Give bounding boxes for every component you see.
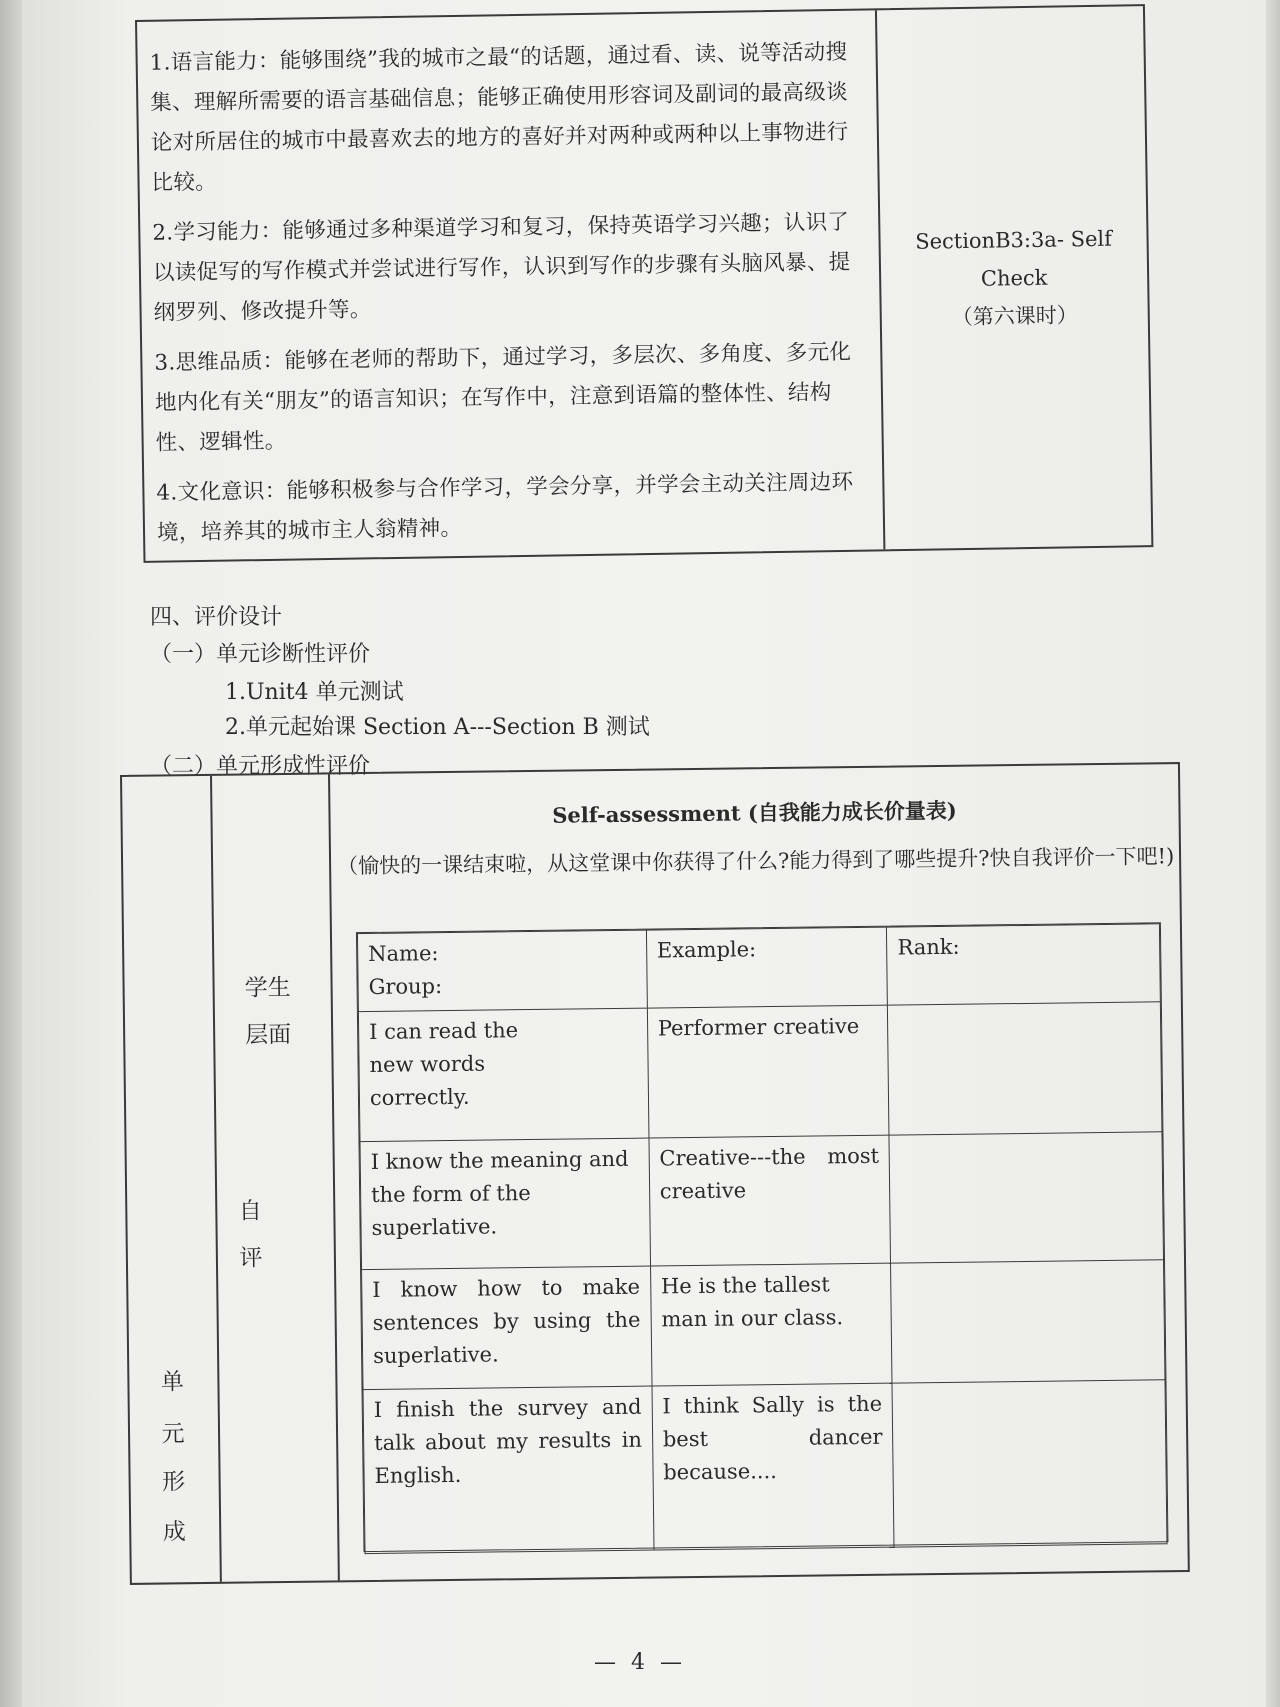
skill-cell: I finish the survey and talk about my results in English. [363,1386,654,1554]
table-row [358,1002,1162,1142]
diagnostic-item-2: 2.单元起始课 Section A---Section B 测试 [225,715,650,740]
evaluate-label: 评 [239,1245,263,1272]
objective-culture: 4.文化意识：能够积极参与合作学习，学会分享，并学会主动关注周边环境，培养其的城市主人翁精神。 [156,469,854,546]
objective-language: 1.语言能力：能够围绕”我的城市之最“的话题，通过看、读、说等活动搜集、理解所需要的语言基础信息；能够正确使用形容词及副词的最高级谈论对所居住的城市中最喜欢去的地方的喜好并对两种或两种以上事物进行比较。 [149,39,849,196]
student-level-column [210,774,340,1581]
skill-cell: I can read the new words correctly. [358,1008,648,1142]
objective-thinking: 3.思维品质：能够在老师的帮助下，通过学习，多层次、多角度、多元化地内化有关“朋友”的语言知识；在写作中，注意到语篇的整体性、结构性、逻辑性。 [154,339,852,456]
self-label: 自 [238,1198,262,1225]
table-row [363,1380,1167,1554]
unit-formative-column [122,776,222,1583]
example-header: Example: [646,927,888,1008]
formative-heading: （二）单元形成性评价 [150,754,371,779]
rank-cell [892,1380,1167,1547]
example-cell: Creative---the most creative [649,1135,891,1266]
objectives-table [135,4,1153,563]
example-cell: I think Sally is the best dancer because.... [652,1383,895,1550]
col1-char-2: 元 [161,1421,185,1448]
name-label: Name: [368,941,439,966]
col1-char-1: 单 [160,1369,185,1396]
self-assessment-grid [356,922,1169,1552]
skill-cell: I know the meaning and the form of the superlative. [360,1138,650,1270]
self-assessment-note: （愉快的一课结束啦，从这堂课中你获得了什么?能力得到了哪些提升?快自我评价一下吧!) [336,844,1175,879]
rank-cell [889,1132,1163,1263]
rank-header: Rank: [887,924,1161,1005]
self-assessment-cell [330,764,1188,1580]
rank-cell [891,1260,1165,1383]
example-cell: Performer creative [647,1005,889,1138]
example-cell: He is the tallest man in our class. [650,1263,892,1386]
table-header-row [357,924,1160,1012]
evaluation-heading: 四、评价设计 [150,605,283,630]
group-label: Group: [368,974,443,999]
diagnostic-heading: （一）单元诊断性评价 [150,642,371,667]
objectives-cell [137,10,885,561]
page-number: — 4 — [594,1650,686,1675]
binding-edge [1266,0,1280,1707]
col1-char-4: 成 [162,1519,186,1546]
lesson-section-cont: Check [980,265,1048,291]
diagnostic-item-1: 1.Unit4 单元测试 [225,680,404,705]
lesson-cell [877,6,1151,549]
lesson-section: SectionB3:3a- Self [915,226,1113,254]
lesson-period: （第六课时） [951,302,1078,329]
formative-table [120,762,1190,1585]
table-row [362,1260,1165,1390]
adjacent-page-edge [0,0,22,1707]
name-group-cell [357,930,647,1012]
self-assessment-title: Self-assessment (自我能力成长价量表) [552,797,957,828]
student-label: 学生 [244,974,291,1002]
col1-char-3: 形 [161,1469,186,1496]
objective-learning: 2.学习能力：能够通过多种渠道学习和复习，保持英语学习兴趣；认识了以读促写的写作模式并尝试进行写作，认识到写作的步骤有头脑风暴、提纲罗列、修改提升等。 [152,209,851,326]
skill-cell: I know how to make sentences by using the superlative. [362,1266,652,1390]
level-label: 层面 [245,1021,292,1049]
table-row [360,1132,1164,1270]
self-assessment-table [357,923,1168,1554]
rank-cell [888,1002,1162,1135]
